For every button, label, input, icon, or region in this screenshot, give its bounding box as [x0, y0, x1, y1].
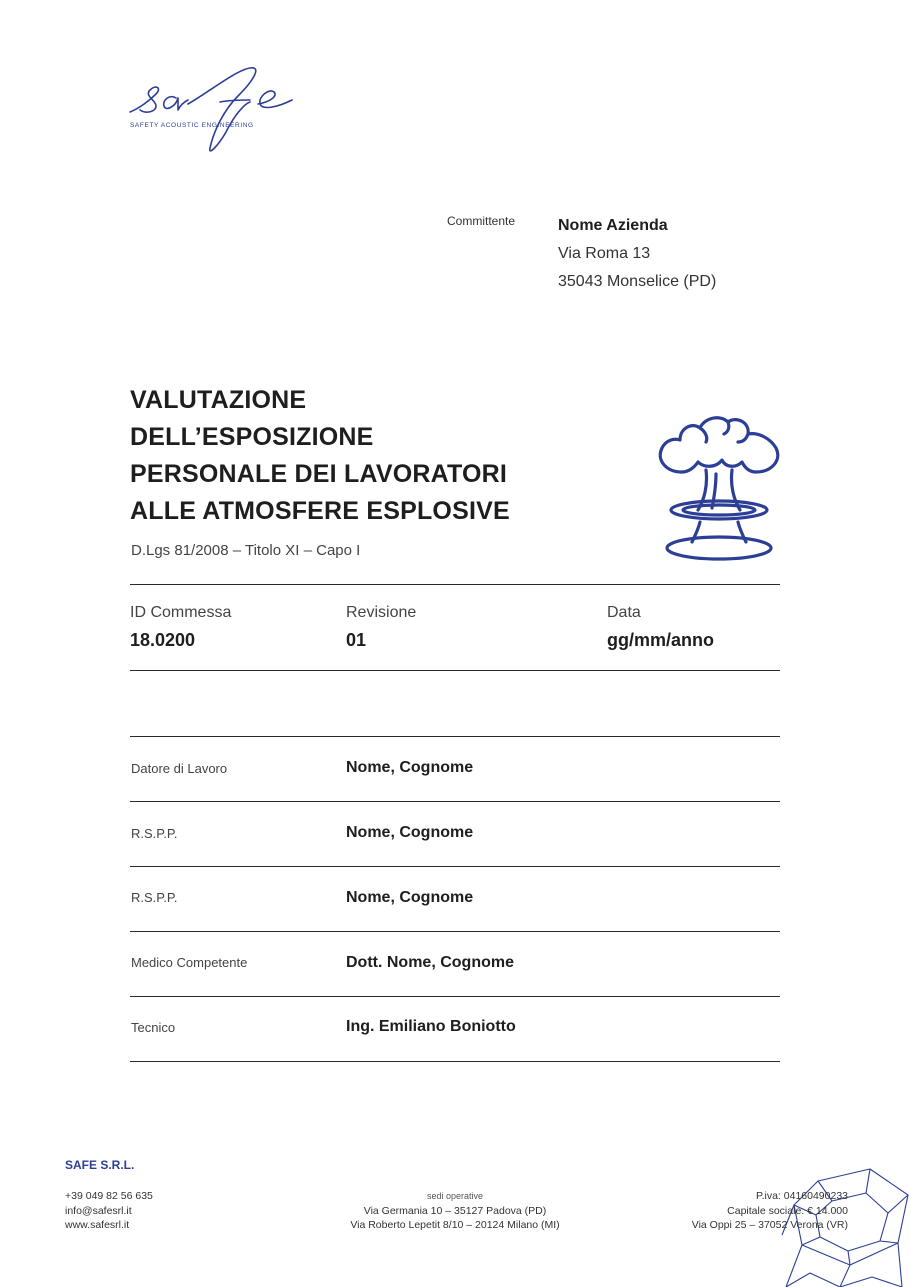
logo-tagline: SAFETY ACOUSTIC ENGINEERING	[130, 122, 254, 129]
client-address-line2: 35043 Monselice (PD)	[558, 273, 717, 290]
client-label: Committente	[447, 214, 516, 228]
footer-office: Via Germania 10 – 35127 Padova (PD)	[363, 1204, 547, 1217]
safe-logo-icon	[126, 60, 306, 155]
footer-capital: Capitale sociale: € 14.000	[727, 1204, 848, 1217]
client-address-line1: Via Roma 13	[558, 245, 651, 262]
role-value: Nome, Cognome	[346, 759, 474, 776]
divider	[130, 670, 780, 671]
footer-offices	[300, 1189, 610, 1233]
footer-website[interactable]: www.safesrl.it	[65, 1219, 130, 1231]
job-id-label: ID Commessa	[130, 604, 232, 621]
role-value: Nome, Cognome	[346, 824, 474, 841]
divider	[130, 996, 780, 997]
footer-offices-label: sedi operative	[426, 1191, 484, 1201]
title-line: VALUTAZIONE	[130, 386, 307, 414]
title-line: ALLE ATMOSFERE ESPLOSIVE	[130, 497, 510, 525]
footer-contacts	[65, 1189, 153, 1233]
client-block	[558, 212, 716, 296]
document-subtitle: D.Lgs 81/2008 – Titolo XI – Capo I	[131, 542, 361, 559]
footer-office: Via Oppi 25 – 37052 Verona (VR)	[691, 1219, 848, 1231]
revision-label: Revisione	[346, 604, 417, 621]
footer-company-name: SAFE S.R.L.	[65, 1158, 135, 1172]
divider	[130, 801, 780, 802]
role-label: R.S.P.P.	[131, 826, 178, 841]
divider	[130, 584, 780, 585]
revision-value: 01	[346, 630, 367, 650]
divider	[130, 1061, 780, 1062]
date-label: Data	[607, 604, 641, 621]
job-id-value: 18.0200	[130, 630, 196, 650]
footer-legal	[692, 1189, 848, 1233]
role-value: Nome, Cognome	[346, 889, 474, 906]
role-value: Dott. Nome, Cognome	[346, 954, 514, 971]
company-logo	[126, 60, 306, 160]
role-label: Medico Competente	[131, 955, 248, 970]
divider	[130, 931, 780, 932]
document-title	[130, 382, 570, 530]
footer-office: Via Roberto Lepetit 8/10 – 20124 Milano (MI)	[350, 1219, 560, 1231]
date-value: gg/mm/anno	[607, 630, 714, 650]
title-line: DELL’ESPOSIZIONE	[130, 423, 374, 451]
explosion-icon	[652, 410, 786, 562]
role-value: Ing. Emiliano Boniotto	[346, 1018, 516, 1035]
role-label: Datore di Lavoro	[131, 761, 228, 776]
client-name: Nome Azienda	[558, 217, 668, 234]
footer-phone: +39 049 82 56 635	[65, 1190, 153, 1202]
title-line: PERSONALE DEI LAVORATORI	[130, 460, 508, 488]
footer-email[interactable]: info@safesrl.it	[65, 1204, 132, 1217]
divider	[130, 866, 780, 867]
role-label: Tecnico	[131, 1020, 176, 1035]
footer-vat: P.iva: 04160490233	[755, 1190, 848, 1202]
divider	[130, 736, 780, 737]
role-label: R.S.P.P.	[131, 890, 178, 905]
